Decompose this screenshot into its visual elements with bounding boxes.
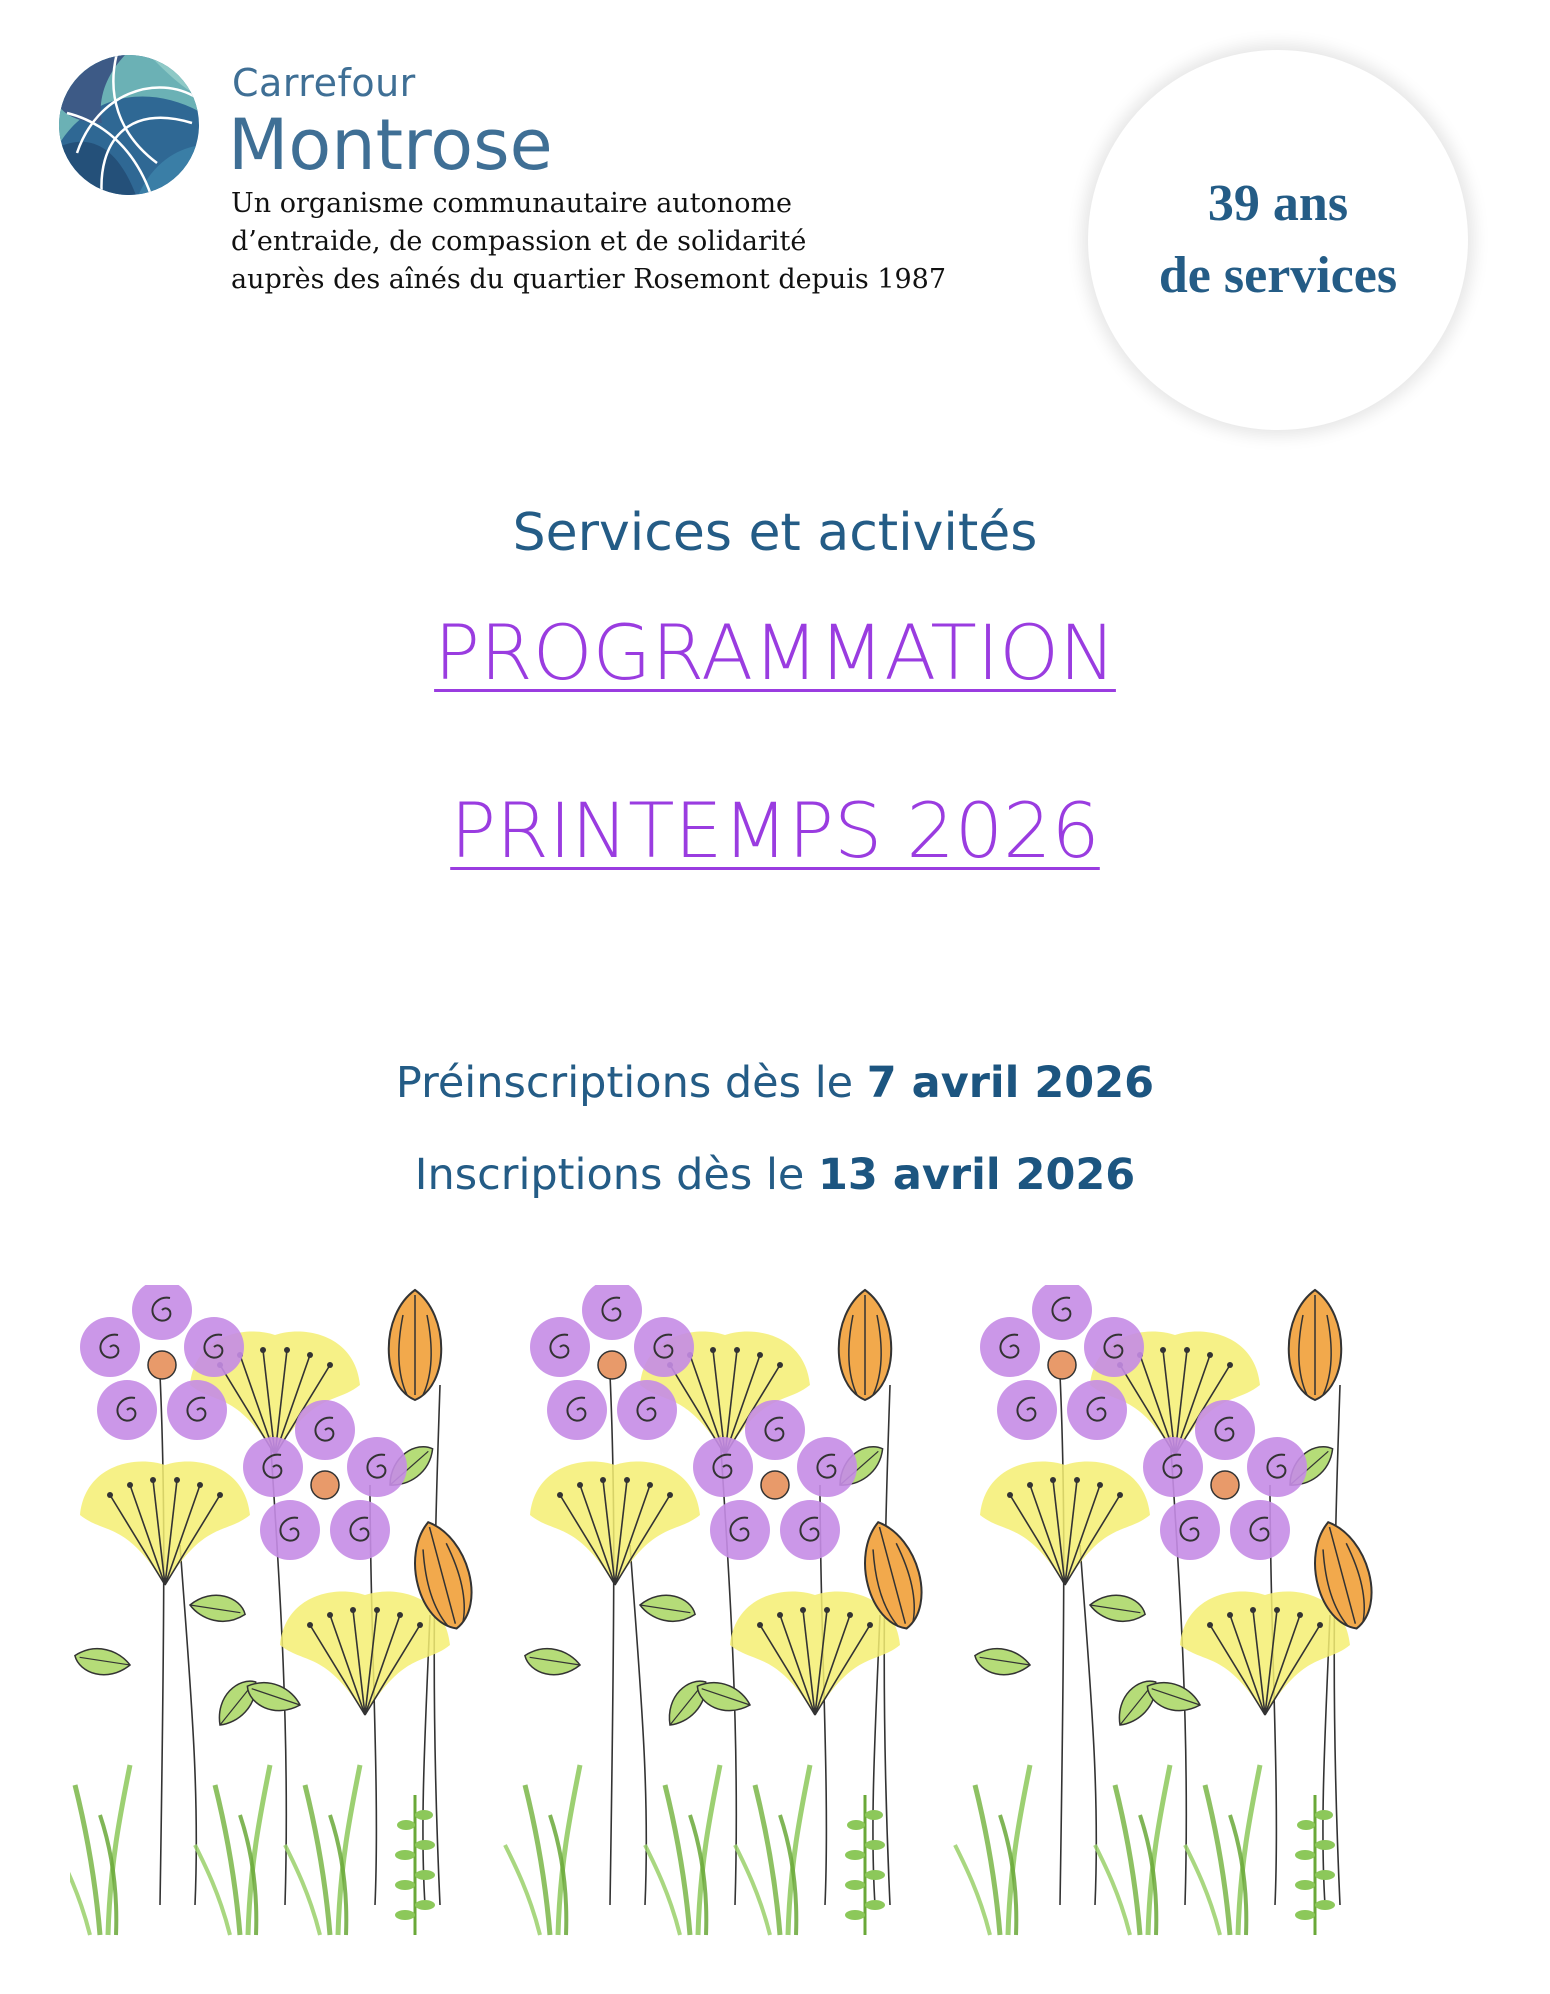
preregistration-line [0, 1058, 1550, 1108]
program-season: PRINTEMPS 2026 [450, 786, 1100, 875]
registration-line [0, 1150, 1550, 1200]
tagline [231, 185, 946, 299]
spring-flowers-illustration [70, 1285, 1490, 1945]
brand-name: Montrose [228, 104, 553, 186]
subtitle: Services et activités [512, 503, 1038, 563]
preregistration-date: 7 avril 2026 [866, 1058, 1155, 1108]
tagline-line: Un organisme communautaire autonome [231, 188, 793, 219]
anniversary-badge [1088, 50, 1468, 430]
brand-name-small: Carrefour [232, 61, 416, 105]
tagline-line: d’entraide, de compassion et de solidarité [231, 226, 807, 257]
badge-line: de services [1158, 247, 1398, 304]
carrefour-montrose-logo-icon [57, 53, 202, 198]
registration-date: 13 avril 2026 [818, 1150, 1136, 1200]
badge-line: 39 ans [1207, 175, 1349, 232]
preregistration-label: Préinscriptions dès le [395, 1058, 867, 1108]
tagline-line: auprès des aînés du quartier Rosemont depuis 1987 [231, 264, 947, 295]
program-title: PROGRAMMATION [434, 608, 1116, 697]
registration-label: Inscriptions dès le [414, 1150, 819, 1200]
